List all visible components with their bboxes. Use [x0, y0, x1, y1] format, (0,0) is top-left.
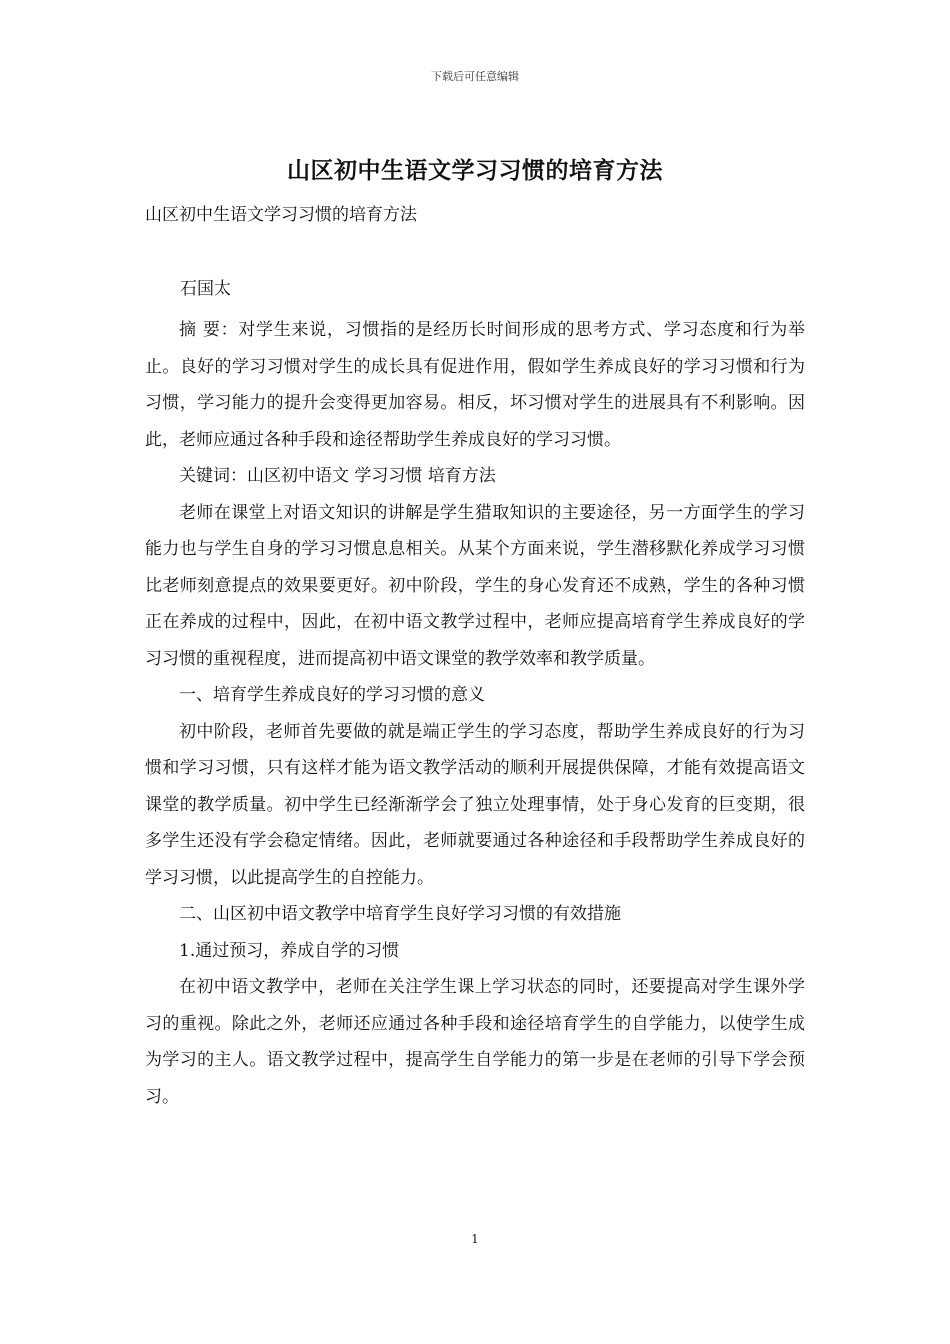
section-1-paragraph: 初中阶段，老师首先要做的就是端正学生的学习态度，帮助学生养成良好的行为习惯和学习习惯，只有这样才能为语文教学活动的顺利开展提供保障，才能有效提高语文课堂的教学质量。初中学生已经渐渐学会了独立处理事情，处于身心发育的巨变期，很多学生还没有学会稳定情绪。因此，老师就要通过各种途径和手段帮助学生养成良好的学习习惯，以此提高学生的自控能力。 [145, 721, 805, 888]
body-text [145, 312, 805, 1115]
subsection-heading-1: 1.通过预习，养成自学的习惯 [179, 940, 400, 961]
document-subtitle: 山区初中生语文学习习惯的培育方法 [145, 205, 417, 225]
page-number: 1 [471, 1232, 479, 1246]
intro-paragraph: 老师在课堂上对语文知识的讲解是学生猎取知识的主要途径，另一方面学生的学习能力也与学生自身的学习习惯息息相关。从某个方面来说，学生潜移默化养成学习习惯比老师刻意提点的效果要更好。初中阶段，学生的身心发育还不成熟，学生的各种习惯正在养成的过程中，因此，在初中语文教学过程中，老师应提高培育学生养成良好的学习习惯的重视程度，进而提高初中语文课堂的教学效率和教学质量。 [145, 502, 805, 669]
subsection-1-paragraph: 在初中语文教学中，老师在关注学生课上学习状态的同时，还要提高对学生课外学习的重视。除此之外，老师还应通过各种手段和途径培育学生的自学能力，以使学生成为学习的主人。语文教学过程中，提高学生自学能力的第一步是在老师的引导下学会预习。 [145, 977, 805, 1107]
section-heading-2: 二、山区初中语文教学中培育学生良好学习习惯的有效措施 [179, 904, 621, 924]
author-name: 石国太 [180, 279, 231, 299]
document-title: 山区初中生语文学习习惯的培育方法 [287, 157, 663, 184]
abstract-paragraph: 摘 要：对学生来说，习惯指的是经历长时间形成的思考方式、学习态度和行为举止。良好的学习习惯对学生的成长具有促进作用，假如学生养成良好的学习习惯和行为习惯，学习能力的提升会变得更加容易。相反，坏习惯对学生的进展具有不利影响。因此，老师应通过各种手段和途径帮助学生养成良好的学习习惯。 [145, 320, 805, 450]
header-note: 下载后可任意编辑 [431, 70, 519, 83]
keywords-paragraph: 关键词：山区初中语文 学习习惯 培育方法 [179, 466, 496, 486]
section-heading-1: 一、培育学生养成良好的学习习惯的意义 [179, 685, 485, 705]
